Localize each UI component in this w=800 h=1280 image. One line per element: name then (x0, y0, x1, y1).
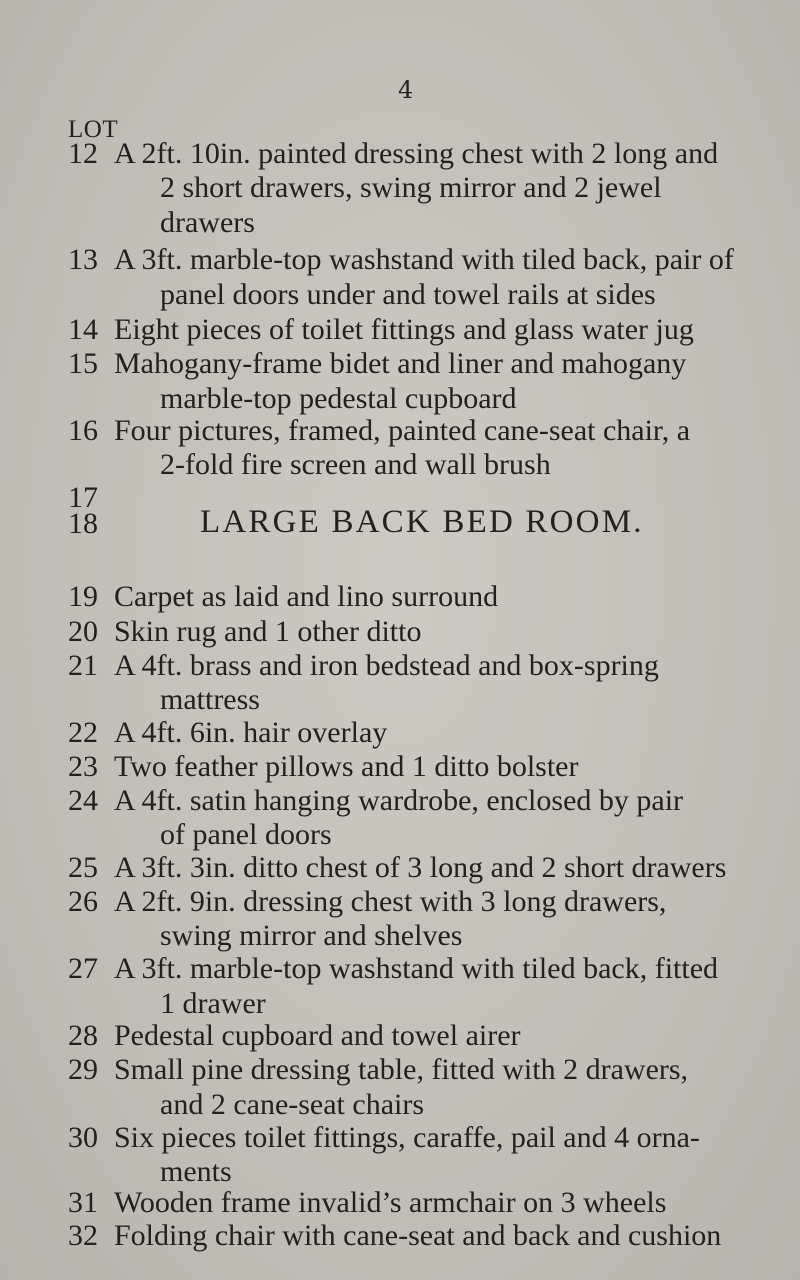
description-line: Small pine dressing table, fitted with 2 drawers, (114, 1053, 689, 1087)
lot-number: 30 (68, 1120, 98, 1154)
lot-description (114, 784, 798, 853)
lot-description (114, 580, 798, 615)
lot-number: 16 (68, 413, 98, 447)
description-line: 2-fold fire screen and wall brush (160, 448, 551, 482)
lot-description (114, 243, 798, 312)
lot-number: 26 (68, 884, 98, 918)
description-line: Carpet as laid and lino surround (114, 580, 499, 614)
section-heading: LARGE BACK BED ROOM. (200, 503, 644, 540)
lot-number: 17 (68, 481, 98, 515)
description-line: A 3ft. marble-top washstand with tiled back, fitted (114, 952, 719, 986)
lot-description (114, 851, 798, 886)
description-line: Four pictures, framed, painted cane-seat chair, a (114, 413, 691, 447)
lot-number: 32 (68, 1218, 98, 1252)
description-line: Skin rug and 1 other ditto (114, 615, 422, 649)
lot-number: 28 (68, 1019, 98, 1053)
lot-number: 22 (68, 716, 98, 750)
lot-number: 19 (68, 580, 98, 614)
lot-number: 29 (68, 1053, 98, 1087)
description-line: 2 short drawers, swing mirror and 2 jewel (160, 171, 662, 205)
description-line: panel doors under and towel rails at sides (160, 278, 656, 312)
lot-description (114, 750, 798, 785)
lot-number: 13 (68, 243, 98, 277)
lot-description (114, 347, 798, 416)
description-line: A 3ft. marble-top washstand with tiled back, pair of (114, 243, 734, 277)
description-line: drawers (160, 206, 255, 240)
description-line: A 4ft. satin hanging wardrobe, enclosed by pair (114, 783, 684, 817)
lot-header: LOT (68, 116, 119, 143)
lot-description (114, 1019, 798, 1054)
lot-description (114, 649, 798, 718)
description-line: A 2ft. 10in. painted dressing chest with 2 long and (114, 136, 719, 170)
description-line: marble-top pedestal cupboard (160, 382, 517, 415)
lot-description (114, 1053, 798, 1122)
description-line: ments (160, 1155, 232, 1189)
description-line: A 4ft. brass and iron bedstead and box-spring (114, 648, 659, 682)
lot-description (114, 313, 798, 348)
lot-number: 18 (68, 507, 98, 541)
description-line: Two feather pillows and 1 ditto bolster (114, 749, 579, 783)
lot-description (114, 414, 798, 483)
lot-description (114, 885, 798, 954)
lot-number: 27 (68, 952, 98, 986)
lot-number: 24 (68, 783, 98, 817)
description-line: Mahogany-frame bidet and liner and mahogany (114, 347, 687, 381)
page-number: 4 (398, 76, 414, 104)
description-line: Folding chair with cane-seat and back and cushion (114, 1218, 722, 1252)
lot-number: 23 (68, 749, 98, 783)
description-line: A 2ft. 9in. dressing chest with 3 long drawers, (114, 884, 667, 918)
description-line: mattress (160, 683, 260, 717)
description-line: Wooden frame invalid’s armchair on 3 wheels (114, 1186, 667, 1220)
description-line: Eight pieces of toilet fittings and glass water jug (114, 312, 694, 346)
description-line: swing mirror and shelves (160, 919, 463, 953)
lot-description (114, 716, 798, 751)
lot-number: 20 (68, 615, 98, 649)
description-line: Pedestal cupboard and towel airer (114, 1019, 521, 1053)
description-line: of panel doors (160, 818, 332, 852)
lot-description (114, 1186, 798, 1221)
lot-number: 21 (68, 648, 98, 682)
lot-number: 15 (68, 347, 98, 381)
description-line: 1 drawer (160, 986, 266, 1020)
lot-description (114, 1121, 798, 1190)
lot-number: 14 (68, 312, 98, 346)
lot-description (114, 615, 798, 650)
lot-number: 31 (68, 1186, 98, 1220)
lot-description (114, 1219, 798, 1254)
description-line: A 4ft. 6in. hair overlay (114, 716, 388, 750)
lot-number: 25 (68, 850, 98, 884)
lot-description (114, 952, 798, 1021)
description-line: Six pieces toilet fittings, caraffe, pail and 4 orna- (114, 1120, 700, 1154)
lot-description (114, 137, 798, 241)
lot-number: 12 (68, 136, 98, 170)
description-line: and 2 cane-seat chairs (160, 1087, 425, 1121)
description-line: A 3ft. 3in. ditto chest of 3 long and 2 short drawers (114, 850, 727, 884)
